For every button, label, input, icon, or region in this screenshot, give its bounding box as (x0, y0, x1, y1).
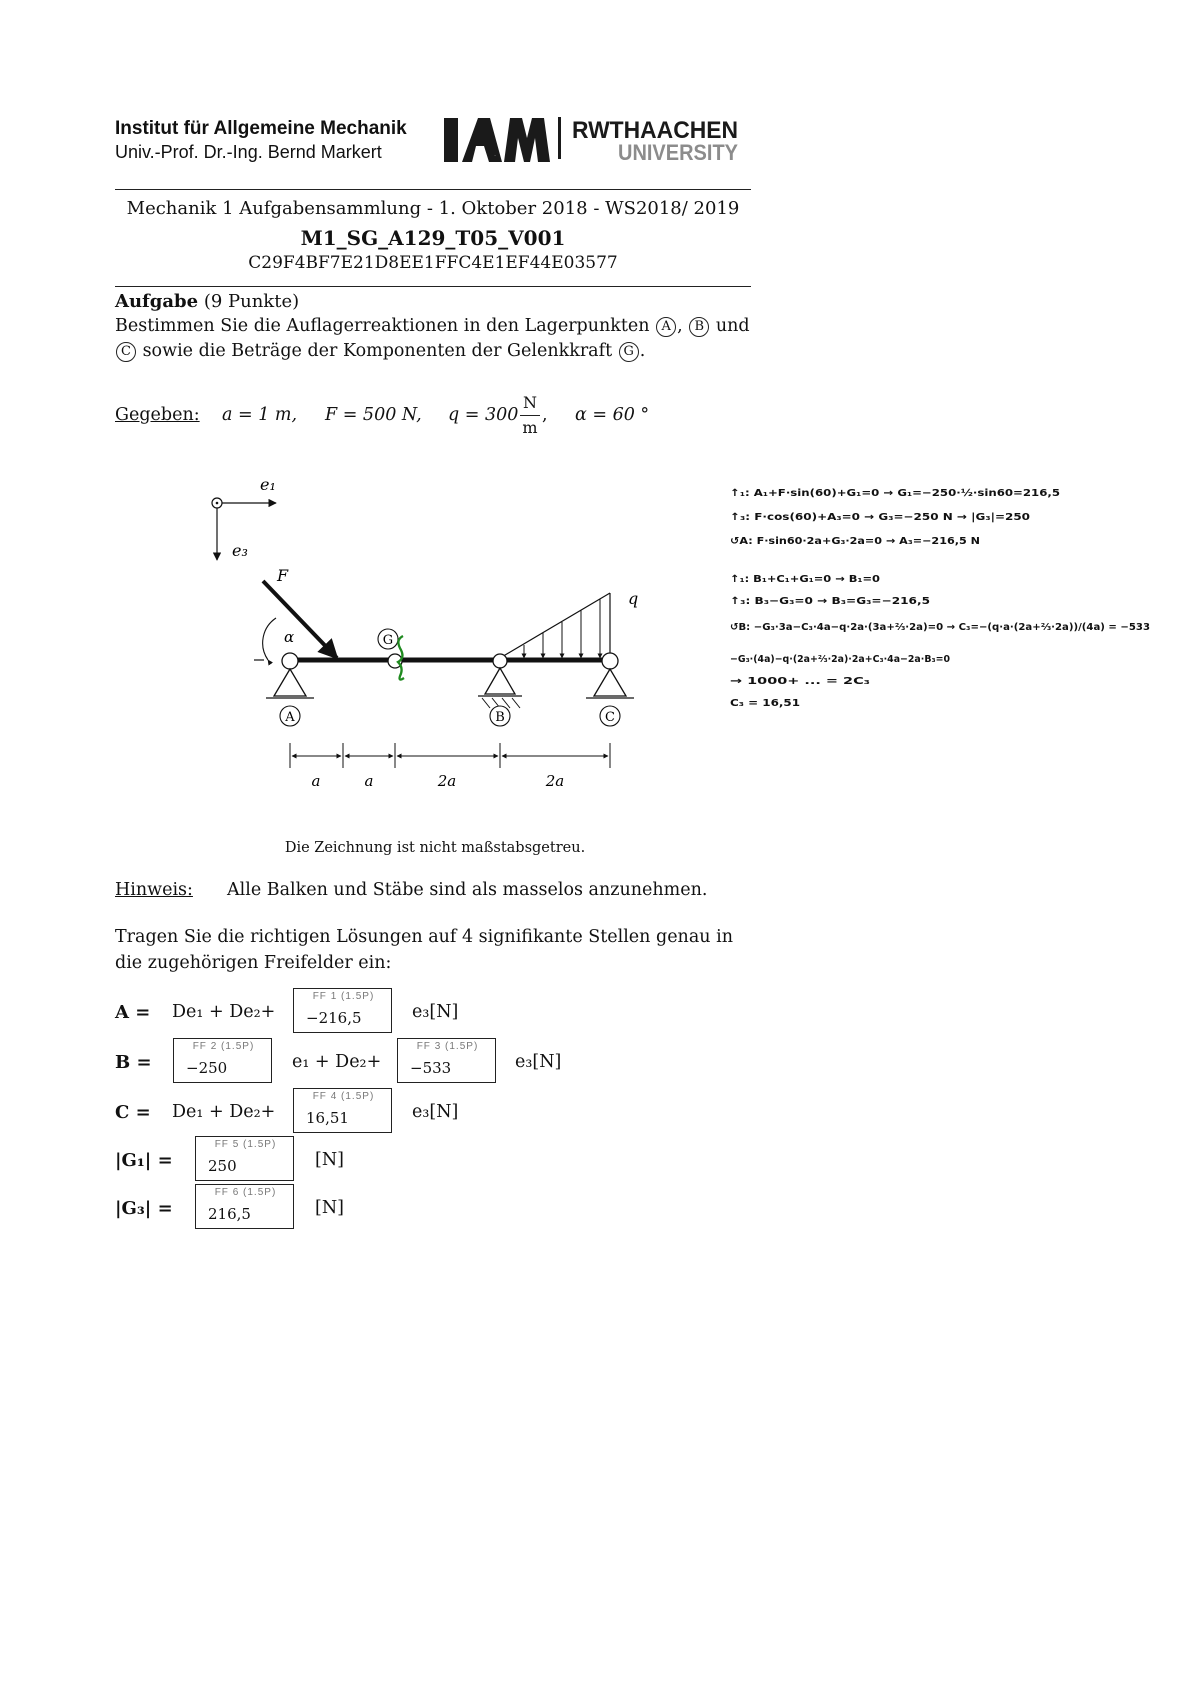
handwritten-notes (730, 484, 1160, 714)
mechanics-diagram (190, 468, 670, 808)
result-b3-field-value: −533 (410, 1059, 452, 1077)
note-line-5: ↑₃: B₃−G₃=0 → B₃=G₃=−216,5 (730, 596, 931, 607)
result-g3-unit: [N] (315, 1198, 344, 1218)
circle-label-g: G (619, 342, 639, 362)
dimension-label-1: a (311, 772, 321, 790)
result-b1-field-caption: FF 2 (1.5P) (192, 1041, 255, 1052)
given-q-comma: , (542, 405, 548, 425)
rwth-logo-line2: UNIVERSITY (618, 140, 739, 164)
given-label: Gegeben: (115, 405, 200, 425)
task-text: Bestimmen Sie die Auflagerreaktionen in den Lagerpunkten A , B und C sowie die Beträge der Komponenten der Gelenkkraft G . (115, 316, 750, 361)
result-g3-field-value: 216,5 (208, 1205, 251, 1223)
professor-name: Univ.-Prof. Dr.-Ing. Bernd Markert (115, 142, 382, 162)
result-b1-field[interactable] (173, 1038, 272, 1083)
support-a-label: A (285, 710, 295, 725)
note-line-4: ↑₁: B₁+C₁+G₁=0 → B₁=0 (730, 574, 881, 585)
result-g1-label: |G₁| = (115, 1150, 173, 1171)
iam-logo (444, 116, 550, 164)
task-points: (9 Punkte) (198, 291, 300, 312)
dimension-label-2: a (364, 772, 374, 790)
support-a (266, 653, 314, 726)
force-f-label: F (277, 566, 289, 585)
task-text-and: und (715, 316, 750, 336)
result-c-prefix: De₁ + De₂+ (172, 1102, 276, 1122)
figure-caption: Die Zeichnung ist nicht maßstabsgetreu. (284, 840, 586, 856)
given-q-numerator: N (523, 393, 537, 412)
support-b-label: B (495, 710, 505, 725)
hinge-g-label: G (382, 633, 394, 648)
result-g1-field-value: 250 (208, 1157, 237, 1175)
result-a-prefix: De₁ + De₂+ (172, 1002, 276, 1022)
given-q: q = 300 (448, 405, 519, 425)
given-f: F = 500 N, (325, 405, 422, 425)
note-line-3: ↺A: F·sin60·2a+G₃·2a=0 → A₃=−216,5 N (730, 536, 980, 547)
task-heading (115, 291, 299, 312)
circle-label-a: A (656, 317, 676, 337)
result-c-field-value: 16,51 (306, 1109, 349, 1127)
e3-axis-label: e₃ (232, 541, 248, 560)
given-q-fraction-bar (520, 415, 540, 416)
result-g1-field-caption: FF 5 (1.5P) (214, 1139, 277, 1150)
task-text-part1: Bestimmen Sie die Auflagerreaktionen in den Lagerpunkten (115, 316, 650, 336)
task-heading-bold: Aufgabe (115, 291, 199, 312)
institute-name: Institut für Allgemeine Mechanik (115, 118, 407, 139)
course-line: Mechanik 1 Aufgabensammlung - 1. Oktober 2018 - WS2018/ 2019 (126, 198, 740, 219)
note-line-6: ↺B: −G₃·3a−C₃·4a−q·2a·(3a+⅔·2a)=0 → C₃=−(q·a·(2a+⅔·2a))/(4a) = −533 (730, 622, 1151, 633)
circle-label-c: C (116, 342, 136, 362)
iam-logo-text: IAM (494, 156, 497, 157)
result-b3-field-caption: FF 3 (1.5P) (416, 1041, 479, 1052)
result-c-label: C = (115, 1102, 151, 1123)
result-g1-unit: [N] (315, 1150, 344, 1170)
note-line-7: −G₃·(4a)−q·(2a+⅔·2a)·2a+C₃·4a−2a·B₃=0 (730, 654, 951, 665)
result-g3-field-caption: FF 6 (1.5P) (214, 1187, 277, 1198)
hinge-g (378, 629, 404, 680)
header-divider (115, 189, 751, 190)
note-line-9: C₃ = 16,51 (730, 698, 801, 709)
rwth-logo (558, 114, 744, 164)
support-c (586, 653, 634, 726)
rwth-logo-line1: RWTHAACHEN (572, 117, 738, 144)
circle-label-b: B (689, 317, 709, 337)
hint-text: Alle Balken und Stäbe sind als masselos anzunehmen. (227, 880, 708, 900)
e1-axis-label: e₁ (260, 475, 276, 494)
load-q-label: q (628, 589, 639, 608)
given-a: a = 1 m, (222, 405, 298, 425)
result-b-label: B = (115, 1052, 152, 1073)
result-b1-field-value: −250 (186, 1059, 228, 1077)
hint-label: Hinweis: (115, 880, 193, 900)
dimension-label-3: 2a (437, 772, 457, 790)
title-divider (115, 286, 751, 287)
result-g3-field[interactable] (195, 1184, 294, 1229)
result-c-unit: e₃[N] (412, 1102, 459, 1122)
dimension-label-4: 2a (545, 772, 565, 790)
result-c-field-caption: FF 4 (1.5P) (312, 1091, 375, 1102)
result-a-field-caption: FF 1 (1.5P) (312, 991, 375, 1002)
result-b3-field[interactable] (397, 1038, 496, 1083)
result-b-middle: e₁ + De₂+ (292, 1052, 382, 1072)
note-line-2: ↑₃: F·cos(60)+A₃=0 → G₃=−250 N → |G₃|=250 (730, 512, 1031, 523)
distributed-load-q (500, 589, 638, 658)
sheet-hash: C29F4BF7E21D8EE1FFC4E1EF44E03577 (248, 253, 618, 273)
dimension-line (290, 743, 610, 790)
angle-alpha-label: α (284, 628, 295, 646)
result-a-label: A = (115, 1002, 151, 1023)
result-g1-field[interactable] (195, 1136, 294, 1181)
note-line-8: → 1000+ ... = 2C₃ (730, 676, 870, 687)
result-c-field[interactable] (293, 1088, 392, 1133)
sheet-code: M1_SG_A129_T05_V001 (300, 226, 566, 250)
support-b (478, 654, 522, 726)
result-g3-label: |G₃| = (115, 1198, 173, 1219)
result-a-field[interactable] (293, 988, 392, 1033)
task-text-part2: sowie die Beträge der Komponenten der Gelenkkraft (142, 341, 613, 361)
result-a-field-value: −216,5 (306, 1009, 362, 1027)
given-alpha: α = 60 ° (575, 405, 650, 425)
result-b-unit: e₃[N] (515, 1052, 562, 1072)
result-a-unit: e₃[N] (412, 1002, 459, 1022)
support-c-label: C (605, 710, 615, 725)
note-line-1: ↑₁: A₁+F·sin(60)+G₁=0 → G₁=−250·½·sin60=216,5 (730, 488, 1061, 499)
angle-alpha-arc (263, 618, 276, 660)
coordinate-system (212, 475, 276, 560)
given-q-denominator: m (522, 418, 538, 437)
instruction-text: Tragen Sie die richtigen Lösungen auf 4 signifikante Stellen genau in die zugehörigen Freifelder ein: (115, 927, 733, 973)
